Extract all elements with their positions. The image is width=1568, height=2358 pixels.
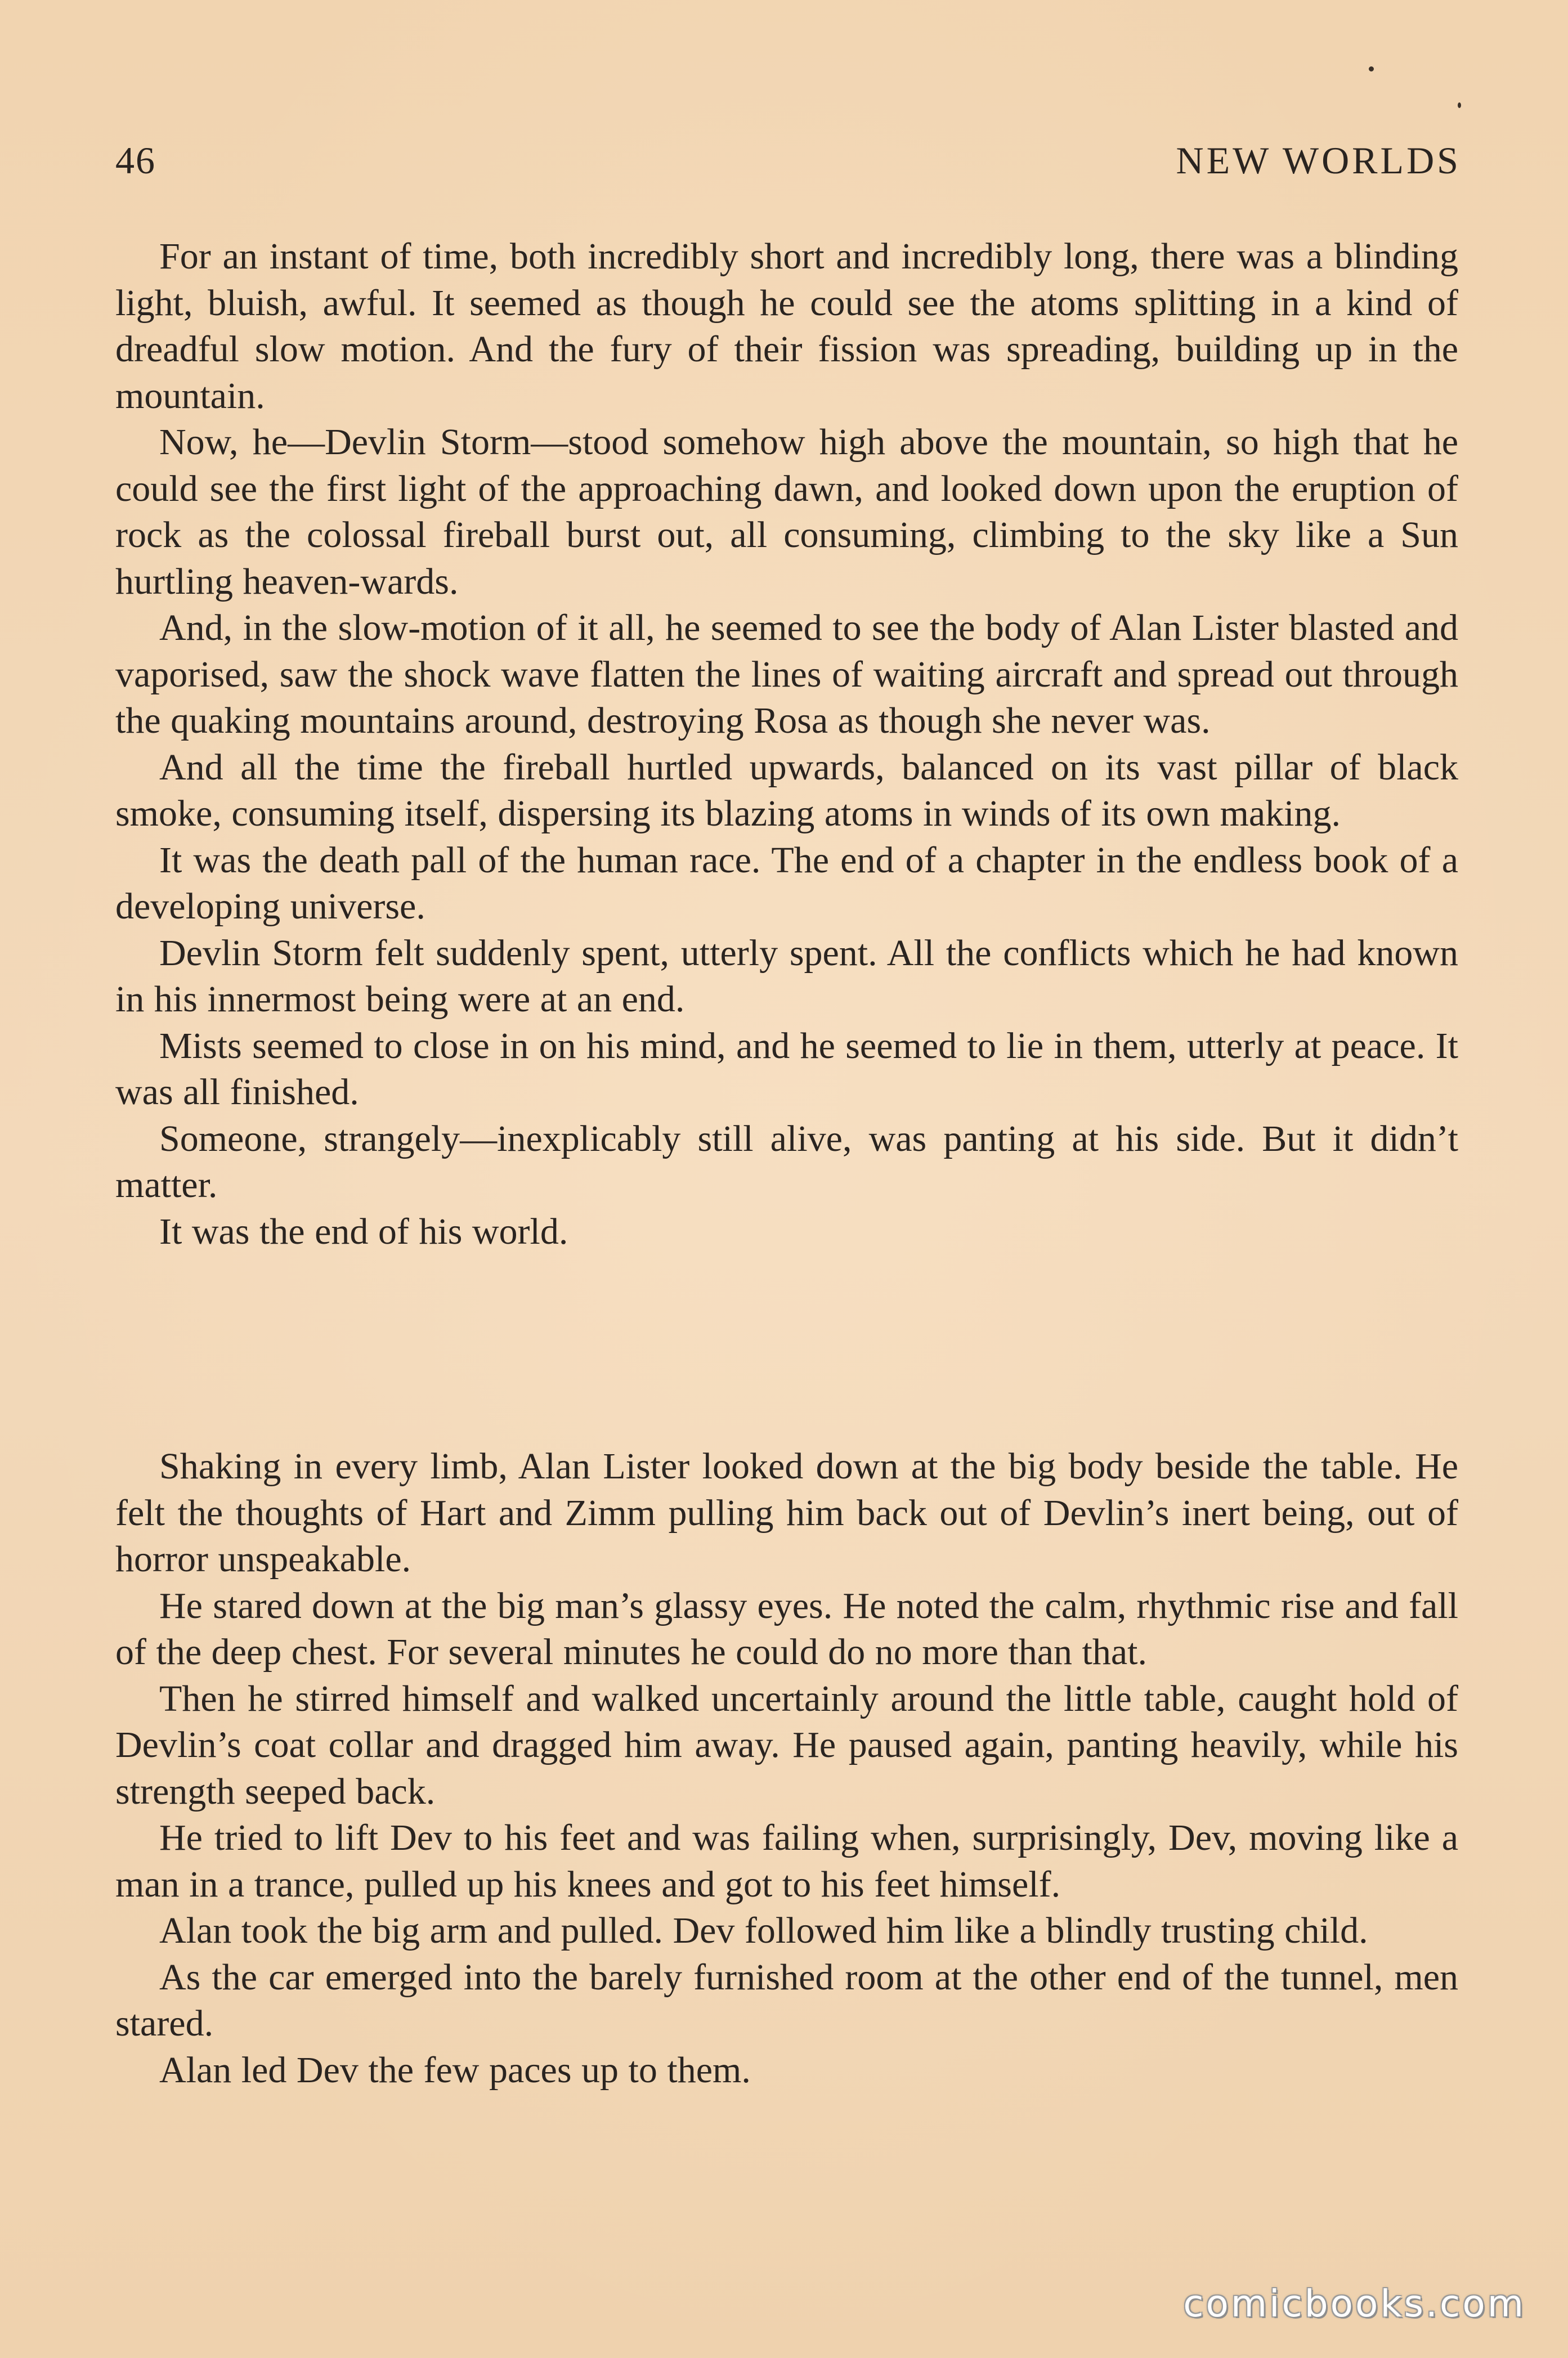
text-section-1 xyxy=(115,234,1458,1255)
paragraph: He tried to lift Dev to his feet and was failing when, surprisingly, Dev, moving like a man in a trance, pulled up his knees and got to his feet himself. xyxy=(115,1817,1458,1905)
paragraph: Mists seemed to close in on his mind, and he seemed to lie in them, utterly at peace. It was all finished. xyxy=(115,1025,1458,1113)
paragraph: He stared down at the big man’s glassy eyes. He noted the calm, rhythmic rise and fall of the deep chest. For several minutes he could do no more than that. xyxy=(115,1585,1458,1673)
text-section-2 xyxy=(115,1444,1458,2093)
paragraph: Now, he—Devlin Storm—stood somehow high above the mountain, so high that he could see the first light of the approaching dawn, and looked down upon the eruption of rock as the colossal fireball burst out, all consuming, climbing to the sky like a Sun hurtling heaven-wards. xyxy=(115,422,1458,602)
paragraph: It was the end of his world. xyxy=(159,1211,568,1252)
paragraph: Someone, strangely—inexplicably still alive, was panting at his side. But it didn’t matter. xyxy=(115,1118,1458,1205)
paragraph: Alan led Dev the few paces up to them. xyxy=(159,2049,751,2091)
paragraph: Alan took the big arm and pulled. Dev followed him like a blindly trusting child. xyxy=(159,1910,1368,1951)
page-header xyxy=(115,135,1461,186)
paper-speck xyxy=(1369,66,1374,71)
paragraph: And, in the slow-motion of it all, he seemed to see the body of Alan Lister blasted and vaporised, saw the shock wave flatten the lines of waiting aircraft and spread out through the quaking mountains around, destroying Rosa as though she never was. xyxy=(115,607,1458,741)
paper-speck xyxy=(1458,102,1461,108)
paragraph: Shaking in every limb, Alan Lister looked down at the big body beside the table. He felt the thoughts of Hart and Zimm pulling him back out of Devlin’s inert being, out of horror unspeakable. xyxy=(115,1446,1458,1580)
paragraph: Then he stirred himself and walked uncertainly around the little table, caught hold of Devlin’s coat collar and dragged him away. He paused again, panting heavily, while his strength seeped back. xyxy=(115,1678,1458,1812)
paragraph: It was the death pall of the human race. The end of a chapter in the endless book of a developing universe. xyxy=(115,839,1458,927)
watermark: comicbooks.com xyxy=(1183,2282,1526,2325)
page-number: 46 xyxy=(115,139,156,182)
paragraph: As the car emerged into the barely furnished room at the other end of the tunnel, men stared. xyxy=(115,1956,1458,2044)
paragraph: For an instant of time, both incredibly short and incredibly long, there was a blinding light, bluish, awful. It seemed as though he could see the atoms splitting in a kind of dreadful slow motion. And the fury of their fission was spreading, building up in the mountain. xyxy=(115,236,1458,416)
paragraph: And all the time the fireball hurtled upwards, balanced on its vast pillar of black smoke, consuming itself, dispersing its blazing atoms in winds of its own making. xyxy=(115,746,1458,834)
paragraph: Devlin Storm felt suddenly spent, utterly spent. All the conflicts which he had known in his innermost being were at an end. xyxy=(115,932,1458,1020)
running-head: NEW WORLDS xyxy=(1176,139,1461,182)
